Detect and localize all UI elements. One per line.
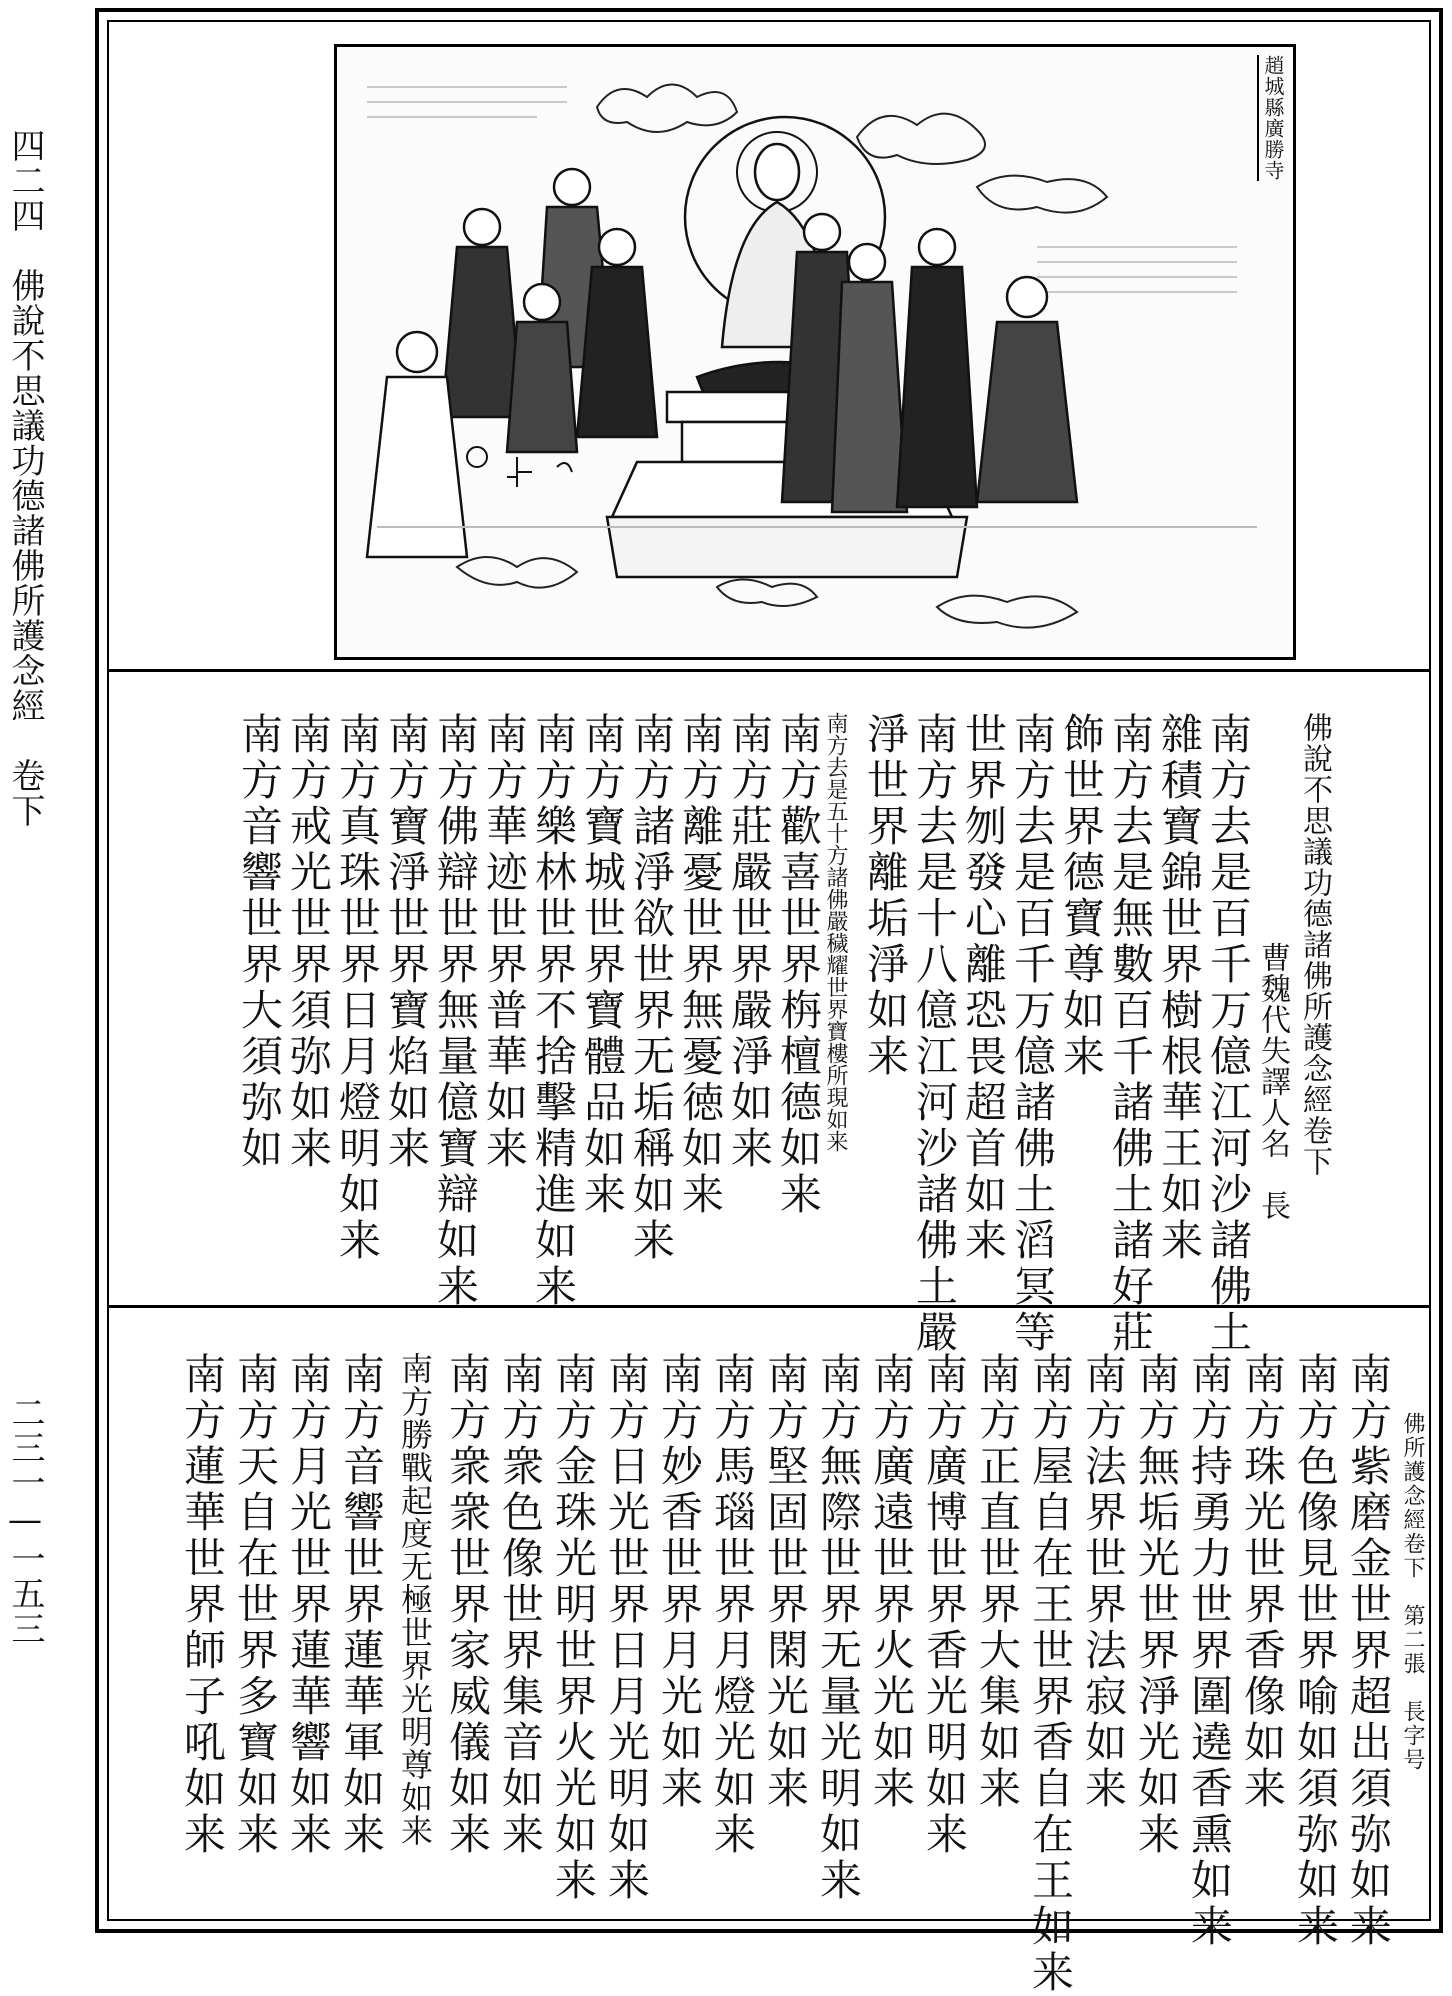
sutra-column: 南方音響世界大須弥如 xyxy=(235,712,284,1172)
sutra-column: 南方佛辯世界無量億寶辯如来 xyxy=(431,712,480,1310)
frontispiece-illustration xyxy=(334,44,1296,660)
sutra-column: 南方真珠世界日月燈明如来 xyxy=(333,712,382,1264)
sutra-column: 南方離憂世界無憂徳如来 xyxy=(676,712,725,1218)
page-frame-inner xyxy=(107,20,1431,1996)
sutra-column: 南方廣博世界香光明如来 xyxy=(920,1352,969,1858)
attendant-monks-left xyxy=(367,169,657,557)
attendant-monks-right xyxy=(782,214,1077,512)
sutra-column: 南方歡喜世界栴檀德如来 xyxy=(774,712,823,1218)
sutra-column: 南方去是百千万億諸佛土滔冥等 xyxy=(1008,712,1057,1356)
sutra-column: 南方戒光世界須弥如来 xyxy=(284,712,333,1172)
sutra-column-small: 南方去是五十方諸佛嚴穢耀世界寶樓所現如来 xyxy=(823,712,848,1152)
sutra-column: 南方莊嚴世界嚴淨如来 xyxy=(725,712,774,1172)
sutra-column: 南方諸淨欲世界无垢稱如来 xyxy=(627,712,676,1264)
sutra-column: 南方屋自在王世界香自在王如来 xyxy=(1026,1352,1075,1996)
sutra-column: 南方去是無數百千諸佛土諸好莊 xyxy=(1106,712,1155,1356)
sutra-column: 南方衆衆世界家威儀如来 xyxy=(443,1352,492,1858)
sutra-column: 南方正直世界大集如来 xyxy=(973,1352,1022,1812)
sutra-column: 南方勝戰起度无極世界光明尊如来 xyxy=(396,1352,434,1847)
sutra-column: 南方妙香世界月光如来 xyxy=(655,1352,704,1812)
translator-line: 曹魏代失譯人名 長 xyxy=(1255,942,1290,1221)
sutra-column: 南方法界世界法寂如来 xyxy=(1079,1352,1128,1812)
sutra-column: 南方色像見世界喻如須弥如来 xyxy=(1291,1352,1340,1950)
sutra-column: 南方馬瑙世界月燈光如来 xyxy=(708,1352,757,1858)
sutra-column: 南方無垢光世界淨光如来 xyxy=(1132,1352,1181,1858)
sutra-column: 世界刎發心離恐畏超首如来 xyxy=(959,712,1008,1264)
folio-header: 佛所護念經卷下 第二張 長字号 xyxy=(1400,1412,1425,1772)
sutra-column: 南方紫磨金世界超出須弥如来 xyxy=(1344,1352,1393,1950)
margin-left-title: 四二四 佛說不思議功德諸佛所護念經 卷下 xyxy=(5,128,45,828)
sutra-column: 南方堅固世界閑光如来 xyxy=(761,1352,810,1812)
sutra-column: 南方去是十八億江河沙諸佛土嚴 xyxy=(910,712,959,1356)
sutra-column: 南方天自在世界多寶如来 xyxy=(231,1352,280,1858)
sutra-column: 淨世界離垢淨如来 xyxy=(861,712,910,1080)
section-divider-1 xyxy=(109,669,1429,672)
sutra-column: 南方樂林世界不捨擊精進如来 xyxy=(529,712,578,1310)
sutra-title: 佛說不思議功德諸佛所護念經卷下 xyxy=(1297,712,1332,1177)
sutra-column: 南方寶淨世界寶焰如来 xyxy=(382,712,431,1172)
margin-page-number: 二三一—一五三 xyxy=(5,1395,45,1646)
sutra-column: 南方衆色像世界集音如来 xyxy=(496,1352,545,1858)
sutra-column: 南方月光世界蓮華響如来 xyxy=(284,1352,333,1858)
sutra-column: 南方音響世界蓮華軍如来 xyxy=(337,1352,386,1858)
sutra-column: 南方珠光世界香像如来 xyxy=(1238,1352,1287,1812)
sutra-column: 南方蓮華世界師子吼如来 xyxy=(178,1352,227,1858)
sutra-column: 南方寶城世界寶體品如来 xyxy=(578,712,627,1218)
sutra-column: 南方去是百千万億江河沙諸佛土 xyxy=(1204,712,1253,1356)
sutra-column: 南方無際世界无量光明如来 xyxy=(814,1352,863,1904)
sutra-column: 雜積寶錦世界樹根華王如来 xyxy=(1155,712,1204,1264)
sutra-column: 南方華迹世界普華如来 xyxy=(480,712,529,1172)
illustration-drawing xyxy=(337,47,1293,657)
page-frame xyxy=(95,8,1443,1996)
sutra-column: 飾世界德寶尊如来 xyxy=(1057,712,1106,1080)
section-divider-2 xyxy=(109,1305,1429,1308)
sutra-column: 南方廣遠世界火光如来 xyxy=(867,1352,916,1812)
sutra-column: 南方日光世界日月光明如来 xyxy=(602,1352,651,1904)
sutra-column: 南方持勇力世界圍遶香熏如来 xyxy=(1185,1352,1234,1950)
sutra-column: 南方金珠光明世界火光如来 xyxy=(549,1352,598,1904)
illustration-caption: 趙城縣廣勝寺 xyxy=(1257,55,1283,181)
